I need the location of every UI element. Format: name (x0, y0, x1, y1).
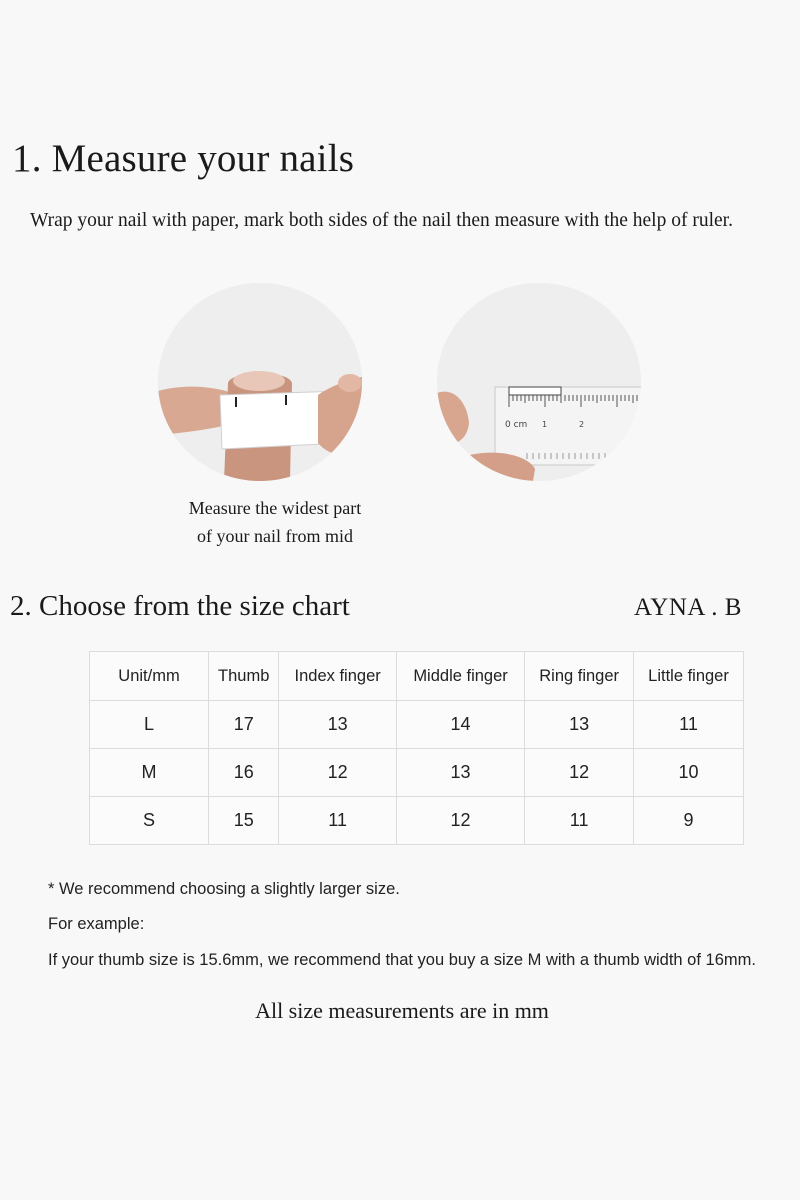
ruler-photo (437, 283, 641, 481)
header-middle-finger: Middle finger (396, 652, 524, 701)
caption-line-1: Measure the widest part (188, 498, 362, 518)
table-cell: 13 (279, 701, 396, 749)
header-ring-finger: Ring finger (525, 652, 634, 701)
table-cell: 13 (396, 749, 524, 797)
table-cell: 10 (634, 749, 744, 797)
header-little-finger: Little finger (634, 652, 744, 701)
size-chart-table (89, 651, 744, 845)
table-cell: 11 (634, 701, 744, 749)
table-cell: 14 (396, 701, 524, 749)
wrap-nail-photo (158, 283, 362, 481)
header-unit: Unit/mm (90, 652, 209, 701)
size-label: S (90, 797, 209, 845)
ruler-label-zero: 0 cm (505, 420, 528, 430)
table-row (90, 749, 744, 797)
ruler-label-one: 1 (542, 420, 548, 429)
header-thumb: Thumb (209, 652, 279, 701)
caption-line-2: of your nail from mid (197, 526, 353, 546)
sizing-notes (48, 876, 778, 973)
table-row (90, 797, 744, 845)
size-label: M (90, 749, 209, 797)
size-label: L (90, 701, 209, 749)
example-label: For example: (48, 915, 145, 933)
table-header-row (90, 652, 744, 701)
table-cell: 13 (525, 701, 634, 749)
table-cell: 17 (209, 701, 279, 749)
header-index-finger: Index finger (279, 652, 396, 701)
table-cell: 12 (525, 749, 634, 797)
measure-caption (130, 494, 420, 550)
table-cell: 9 (634, 797, 744, 845)
recommendation-note: * We recommend choosing a slightly larger size. (48, 880, 400, 898)
footer-note: All size measurements are in mm (255, 998, 549, 1023)
table-row (90, 701, 744, 749)
brand-name: AYNA . B (634, 594, 742, 621)
table-cell: 11 (279, 797, 396, 845)
table-cell: 11 (525, 797, 634, 845)
example-text: If your thumb size is 15.6mm, we recommend that you buy a size M with a thumb width of 16mm. (48, 951, 756, 969)
section-2-title: 2. Choose from the size chart (10, 590, 350, 622)
measure-instruction: Wrap your nail with paper, mark both sides of the nail then measure with the help of ruler. (30, 210, 733, 231)
table-cell: 12 (279, 749, 396, 797)
table-cell: 15 (209, 797, 279, 845)
table-cell: 16 (209, 749, 279, 797)
table-cell: 12 (396, 797, 524, 845)
section-1-title: 1. Measure your nails (12, 137, 355, 180)
ruler-label-two: 2 (579, 420, 585, 429)
